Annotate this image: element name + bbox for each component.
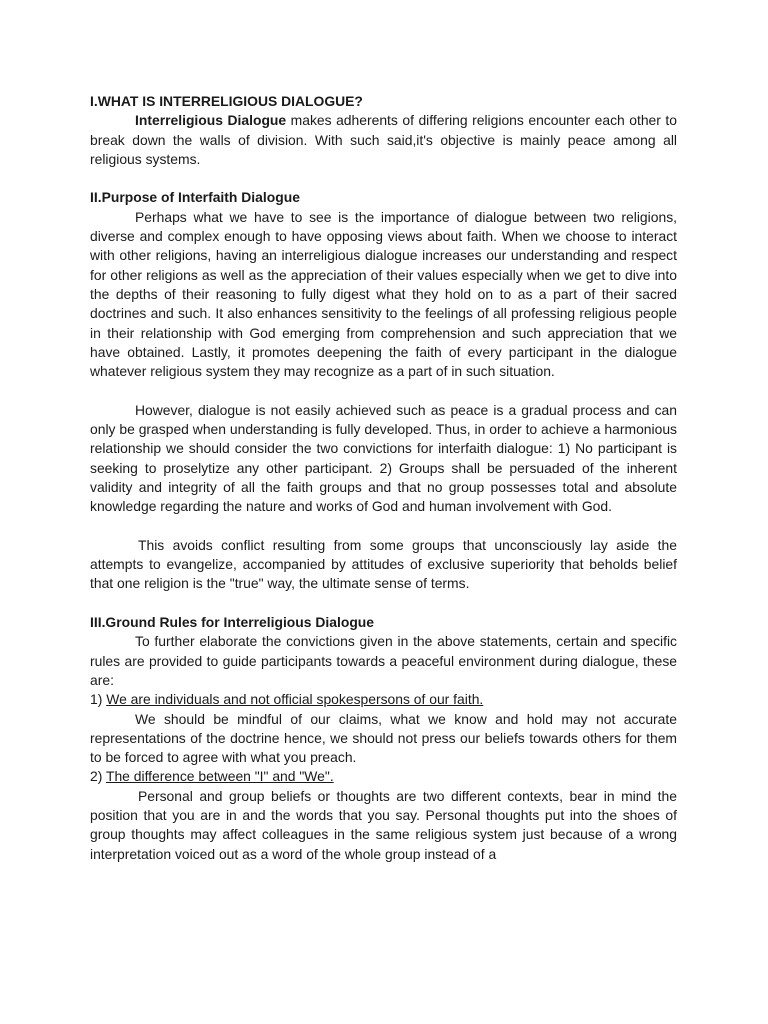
rule-1-heading bbox=[90, 690, 677, 709]
ground-rules-intro: To further elaborate the convictions given in the above statements, certain and specific rules are provided to guide participants towards a peaceful environment during dialogue, these are: bbox=[90, 633, 677, 688]
rule-2-text: Personal and group beliefs or thoughts are two different contexts, bear in mind the position that you are in and the words that you say. Personal thoughts put into the shoes of group thoughts may affect colleagues in the same religious system just because of a wrong interpretation voiced out as a word of the whole group instead of a bbox=[90, 787, 677, 862]
rule-2-title: The difference between "I" and "We". bbox=[105, 768, 334, 785]
definition-text: makes adherents of differing religions encounter each other to break down the walls of division. With such said,it's objective is mainly peace among all religious systems. bbox=[90, 112, 677, 167]
definition-paragraph bbox=[90, 111, 677, 169]
defined-term: Interreligious Dialogue bbox=[135, 112, 287, 129]
section-heading-purpose: II.Purpose of Interfaith Dialogue bbox=[90, 189, 300, 206]
spacer bbox=[90, 381, 677, 400]
purpose-paragraph-1: Perhaps what we have to see is the importance of dialogue between two religions, diverse and complex enough to have opposing views about faith. When we choose to interact with other religions, having an interreligious dialogue increases our understanding and respect for other religions as well as the appreciation of their values especially when we get to dive into the depths of their reasoning to fully digest what they hold on to as a part of their sacred doctrines and such. It also enhances sensitivity to the feelings of all professing religious people in their relationship with God emerging from comprehension and such appreciation that we have obtained. Lastly, it promotes deepening the faith of every participant in the dialogue whatever religious system they may recognize as a part of in such situation. bbox=[90, 208, 677, 380]
rule-1-title: We are individuals and not official spokespersons of our faith. bbox=[106, 691, 484, 708]
rule-1-text: We should be mindful of our claims, what we know and hold may not accurate representations of the doctrine hence, we should not press our beliefs towards others for them to be forced to agree with what you preach. bbox=[90, 710, 677, 766]
rule-2-heading bbox=[90, 767, 677, 786]
purpose-paragraph-3: This avoids conflict resulting from some groups that unconsciously lay aside the attempts to evangelize, accompanied by attitudes of exclusive superiority that beholds belief that one religion is the "true" way, the ultimate sense of terms. bbox=[90, 536, 677, 592]
section-heading-ground-rules: III.Ground Rules for Interreligious Dialogue bbox=[90, 614, 375, 631]
document-page bbox=[90, 92, 677, 864]
purpose-paragraph-2: However, dialogue is not easily achieved such as peace is a gradual process and can only be grasped when understanding is fully developed. Thus, in order to achieve a harmonious relationship we should consider the two convictions for interfaith dialogue: 1) No participant is seeking to proselytize any other participant. 2) Groups shall be persuaded of the inherent validity and integrity of all the faith groups and that no group possesses total and absolute knowledge regarding the nature and works of God and human involvement with God. bbox=[90, 401, 677, 515]
rule-1-number: 1) bbox=[90, 691, 107, 708]
section-heading-what-is: I.WHAT IS INTERRELIGIOUS DIALOGUE? bbox=[90, 93, 363, 109]
rule-2-number: 2) bbox=[90, 768, 106, 785]
spacer bbox=[90, 594, 677, 613]
spacer bbox=[90, 169, 677, 188]
spacer bbox=[90, 517, 677, 536]
